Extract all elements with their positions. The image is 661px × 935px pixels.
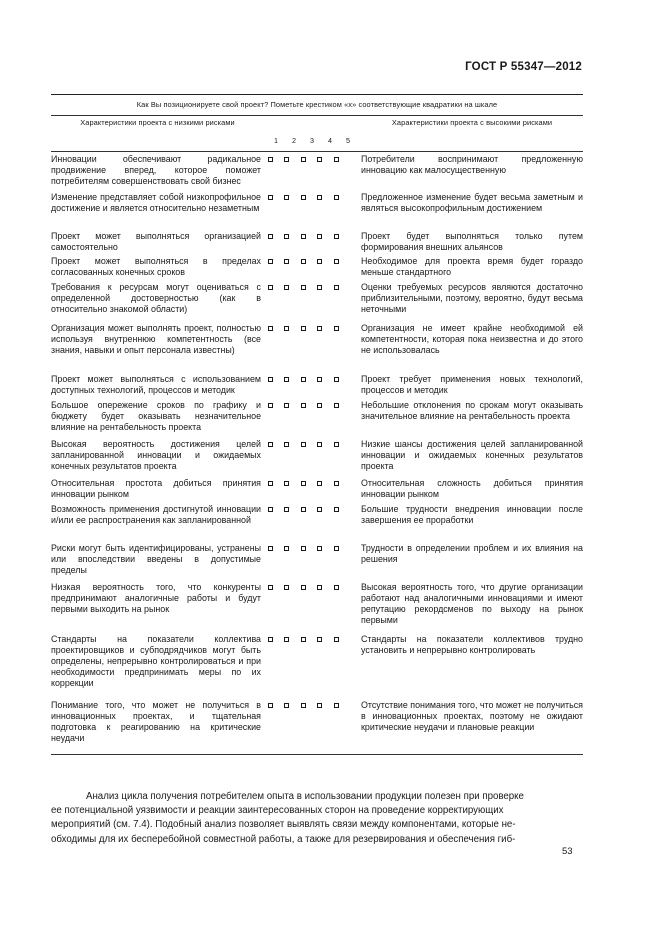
rating-checkbox[interactable]: [301, 481, 306, 486]
rating-checkbox[interactable]: [301, 285, 306, 290]
table-row: [51, 543, 583, 582]
rating-checkbox[interactable]: [268, 285, 273, 290]
rating-checkbox[interactable]: [284, 195, 289, 200]
rating-checkbox[interactable]: [284, 377, 289, 382]
rating-scale: [261, 154, 361, 192]
rating-checkbox[interactable]: [268, 195, 273, 200]
rating-checkbox[interactable]: [301, 157, 306, 162]
rating-checkbox[interactable]: [317, 585, 322, 590]
rating-scale: [261, 582, 361, 634]
rating-checkbox[interactable]: [301, 703, 306, 708]
rating-checkbox[interactable]: [301, 637, 306, 642]
table-row: [51, 439, 583, 478]
table-bottom-rule: [51, 754, 583, 755]
rating-checkbox[interactable]: [317, 546, 322, 551]
rating-checkbox[interactable]: [301, 326, 306, 331]
table-row: [51, 478, 583, 504]
low-risk-text: Большое опережение сроков по графику и бюджету будет оказывать незначительное влияние на рентабельность проекта: [51, 400, 261, 432]
rating-checkbox[interactable]: [284, 481, 289, 486]
rating-checkbox[interactable]: [268, 703, 273, 708]
high-risk-text: Проект требует применения новых технологий, процессов и методик: [361, 374, 583, 395]
rating-checkbox[interactable]: [334, 326, 339, 331]
paragraph-line: Анализ цикла получения потребителем опыта в использовании продукции полезен при проверке: [86, 791, 524, 802]
rating-checkbox[interactable]: [334, 585, 339, 590]
table-row: [51, 400, 583, 439]
rating-scale: [261, 439, 361, 478]
rating-checkbox[interactable]: [301, 507, 306, 512]
low-risk-text: Стандарты на показатели коллектива проектировщиков и субподрядчиков могут быть определены, непрерывно контролироваться и при необходимости предпринимать меры по их коррекции: [51, 634, 261, 688]
rating-checkbox[interactable]: [334, 507, 339, 512]
high-risk-text: Низкие шансы достижения целей запланированной инновации и ожидаемых конечных результатов проекта: [361, 439, 583, 471]
rating-checkbox[interactable]: [317, 703, 322, 708]
table-row: [51, 282, 583, 323]
scale-number: 1: [274, 135, 278, 145]
rating-checkbox[interactable]: [301, 403, 306, 408]
high-risk-header: Характеристики проекта с высокими рисками: [391, 118, 553, 127]
rating-checkbox[interactable]: [268, 481, 273, 486]
rating-checkbox[interactable]: [317, 157, 322, 162]
rating-checkbox[interactable]: [284, 285, 289, 290]
rating-scale: [261, 256, 361, 282]
table-row: [51, 582, 583, 634]
table-row: [51, 154, 583, 192]
rating-checkbox[interactable]: [301, 585, 306, 590]
rating-checkbox[interactable]: [284, 234, 289, 239]
high-risk-text: Оценки требуемых ресурсов являются достаточно приблизительными, поэтому, вероятно, будут весьма неточными: [361, 282, 583, 314]
rating-checkbox[interactable]: [334, 259, 339, 264]
rating-checkbox[interactable]: [334, 403, 339, 408]
rating-checkbox[interactable]: [284, 403, 289, 408]
rating-checkbox[interactable]: [268, 234, 273, 239]
rating-checkbox[interactable]: [301, 377, 306, 382]
table-row: [51, 323, 583, 374]
rating-scale: [261, 192, 361, 231]
rating-scale: [261, 700, 361, 752]
rating-scale: [261, 504, 361, 543]
rating-checkbox[interactable]: [317, 377, 322, 382]
high-risk-text: Отсутствие понимания того, что может не получиться в инновационных проектах, поэтому не ожидают критические неудачи и плановые реакции: [361, 700, 583, 732]
rating-checkbox[interactable]: [268, 326, 273, 331]
high-risk-text: Организация не имеет крайне необходимой ей компетентности, которая пока неизвестна и до этого не использовалась: [361, 323, 583, 355]
high-risk-text: Стандарты на показатели коллективов трудно установить и непрерывно контролировать: [361, 634, 583, 655]
rating-checkbox[interactable]: [334, 703, 339, 708]
rating-checkbox[interactable]: [317, 403, 322, 408]
rating-checkbox[interactable]: [317, 195, 322, 200]
rating-scale: [261, 282, 361, 323]
rating-checkbox[interactable]: [317, 481, 322, 486]
table-row: [51, 700, 583, 752]
rating-checkbox[interactable]: [334, 377, 339, 382]
high-risk-text: Относительная сложность добиться принятия инновации рынком: [361, 478, 583, 499]
low-risk-text: Риски могут быть идентифицированы, устранены или впоследствии введены в допустимые пределы: [51, 543, 261, 575]
rating-checkbox[interactable]: [284, 442, 289, 447]
high-risk-text: Потребители воспринимают предложенную инновацию как малосущественную: [361, 154, 583, 175]
rating-checkbox[interactable]: [301, 442, 306, 447]
rating-checkbox[interactable]: [268, 259, 273, 264]
rating-scale: [261, 231, 361, 256]
rating-checkbox[interactable]: [334, 234, 339, 239]
rating-checkbox[interactable]: [334, 195, 339, 200]
table-headers: [51, 116, 583, 129]
rating-checkbox[interactable]: [317, 442, 322, 447]
low-risk-text: Организация может выполнять проект, полностью используя внутреннюю компетентность (все знания, навыки и опыт персонала известны): [51, 323, 261, 355]
high-risk-text: Предложенное изменение будет весьма заметным и являться высокопрофильным достижением: [361, 192, 583, 213]
table-instruction: Как Вы позиционируете свой проект? Пометьте крестиком «х» соответствующие квадратики на шкале: [136, 100, 498, 109]
rating-checkbox[interactable]: [301, 259, 306, 264]
risk-table: [51, 94, 583, 755]
page-number: 53: [562, 846, 573, 857]
low-risk-text: Изменение представляет собой низкопрофильное достижение и является относительно незаметным: [51, 192, 261, 213]
rating-checkbox[interactable]: [284, 703, 289, 708]
rating-checkbox[interactable]: [284, 326, 289, 331]
low-risk-text: Высокая вероятность достижения целей запланированной инновации и ожидаемых конечных результатов проекта: [51, 439, 261, 471]
rating-checkbox[interactable]: [334, 285, 339, 290]
paragraph-line: ее потенциальной уязвимости и реакции заинтересованных сторон на проведение корректирующих: [51, 805, 504, 817]
rating-checkbox[interactable]: [284, 637, 289, 642]
low-risk-header: Характеристики проекта с низкими рисками: [80, 118, 235, 127]
table-row: [51, 192, 583, 231]
rating-checkbox[interactable]: [268, 585, 273, 590]
rating-scale: [261, 323, 361, 374]
high-risk-text: Небольшие отклонения по срокам могут оказывать значительное влияние на рентабельность проекта: [361, 400, 583, 421]
rating-scale: [261, 374, 361, 400]
rating-checkbox[interactable]: [268, 637, 273, 642]
rating-checkbox[interactable]: [334, 546, 339, 551]
rating-checkbox[interactable]: [268, 507, 273, 512]
high-risk-text: Необходимое для проекта время будет гораздо меньше стандартного: [361, 256, 583, 277]
rating-checkbox[interactable]: [317, 285, 322, 290]
rating-checkbox[interactable]: [334, 637, 339, 642]
rating-scale: [261, 634, 361, 700]
rating-checkbox[interactable]: [284, 157, 289, 162]
table-row: [51, 504, 583, 543]
low-risk-text: Относительная простота добиться принятия инновации рынком: [51, 478, 261, 499]
table-row: [51, 256, 583, 282]
high-risk-text: Высокая вероятность того, что другие организации работают над аналогичными инновациями и имеют репутацию рекордсменов по выходу на рынок первыми: [361, 582, 583, 625]
table-row: [51, 634, 583, 700]
rating-checkbox[interactable]: [284, 546, 289, 551]
rating-checkbox[interactable]: [284, 585, 289, 590]
rating-checkbox[interactable]: [334, 442, 339, 447]
rating-checkbox[interactable]: [317, 234, 322, 239]
table-row: [51, 231, 583, 256]
rating-checkbox[interactable]: [301, 195, 306, 200]
scale-number: 3: [310, 135, 314, 145]
low-risk-text: Возможность применения достигнутой инновации и/или ее распространения как запланированной: [51, 504, 261, 525]
low-risk-text: Проект может выполняться с использованием доступных технологий, процессов и методик: [51, 374, 261, 395]
rating-scale: [261, 543, 361, 582]
low-risk-text: Низкая вероятность того, что конкуренты предпринимают аналогичные работы и будут первыми выходить на рынок: [51, 582, 261, 614]
rating-checkbox[interactable]: [317, 507, 322, 512]
paragraph-line: мероприятий (см. 7.4). Подобный анализ позволяет выявлять связи между компонентами, которые не-: [51, 819, 516, 831]
rating-checkbox[interactable]: [317, 637, 322, 642]
rating-checkbox[interactable]: [317, 259, 322, 264]
rating-scale: [261, 478, 361, 504]
scale-number: 5: [346, 135, 350, 145]
rating-scale: [261, 400, 361, 439]
scale-numbers: [51, 129, 583, 151]
rating-checkbox[interactable]: [268, 157, 273, 162]
high-risk-text: Большие трудности внедрения инновации после завершения ее проработки: [361, 504, 583, 525]
scale-number: 2: [292, 135, 296, 145]
rating-checkbox[interactable]: [301, 546, 306, 551]
rating-checkbox[interactable]: [334, 157, 339, 162]
rating-checkbox[interactable]: [268, 403, 273, 408]
rating-checkbox[interactable]: [268, 377, 273, 382]
high-risk-text: Проект будет выполняться только путем формирования внешних альянсов: [361, 231, 583, 252]
low-risk-text: Проект может выполняться организацией самостоятельно: [51, 231, 261, 252]
low-risk-text: Требования к ресурсам могут оцениваться с определенной достоверностью (как в относительно знакомой области): [51, 282, 261, 314]
low-risk-text: Проект может выполняться в пределах согласованных конечных сроков: [51, 256, 261, 277]
low-risk-text: Понимание того, что может не получиться в инновационных проектах, и тщательная подготовка к реагированию на критические неудачи: [51, 700, 261, 743]
rating-checkbox[interactable]: [268, 546, 273, 551]
scale-number: 4: [328, 135, 332, 145]
rating-checkbox[interactable]: [317, 326, 322, 331]
rating-checkbox[interactable]: [284, 259, 289, 264]
rating-checkbox[interactable]: [268, 442, 273, 447]
rating-checkbox[interactable]: [284, 507, 289, 512]
standard-header: ГОСТ Р 55347—2012: [465, 61, 582, 73]
paragraph-line: обходимы для их бесперебойной совместной работы, а также для резервирования и обеспечения гиб-: [51, 833, 516, 845]
table-body: [51, 154, 583, 752]
body-paragraph: [51, 790, 583, 847]
table-body-rule: [51, 151, 583, 152]
rating-checkbox[interactable]: [334, 481, 339, 486]
low-risk-text: Инновации обеспечивают радикальное продвижение вперед, которое поможет потребителям совершенствовать свой бизнес: [51, 154, 261, 186]
high-risk-text: Трудности в определении проблем и их влияния на решения: [361, 543, 583, 564]
table-row: [51, 374, 583, 400]
rating-checkbox[interactable]: [301, 234, 306, 239]
